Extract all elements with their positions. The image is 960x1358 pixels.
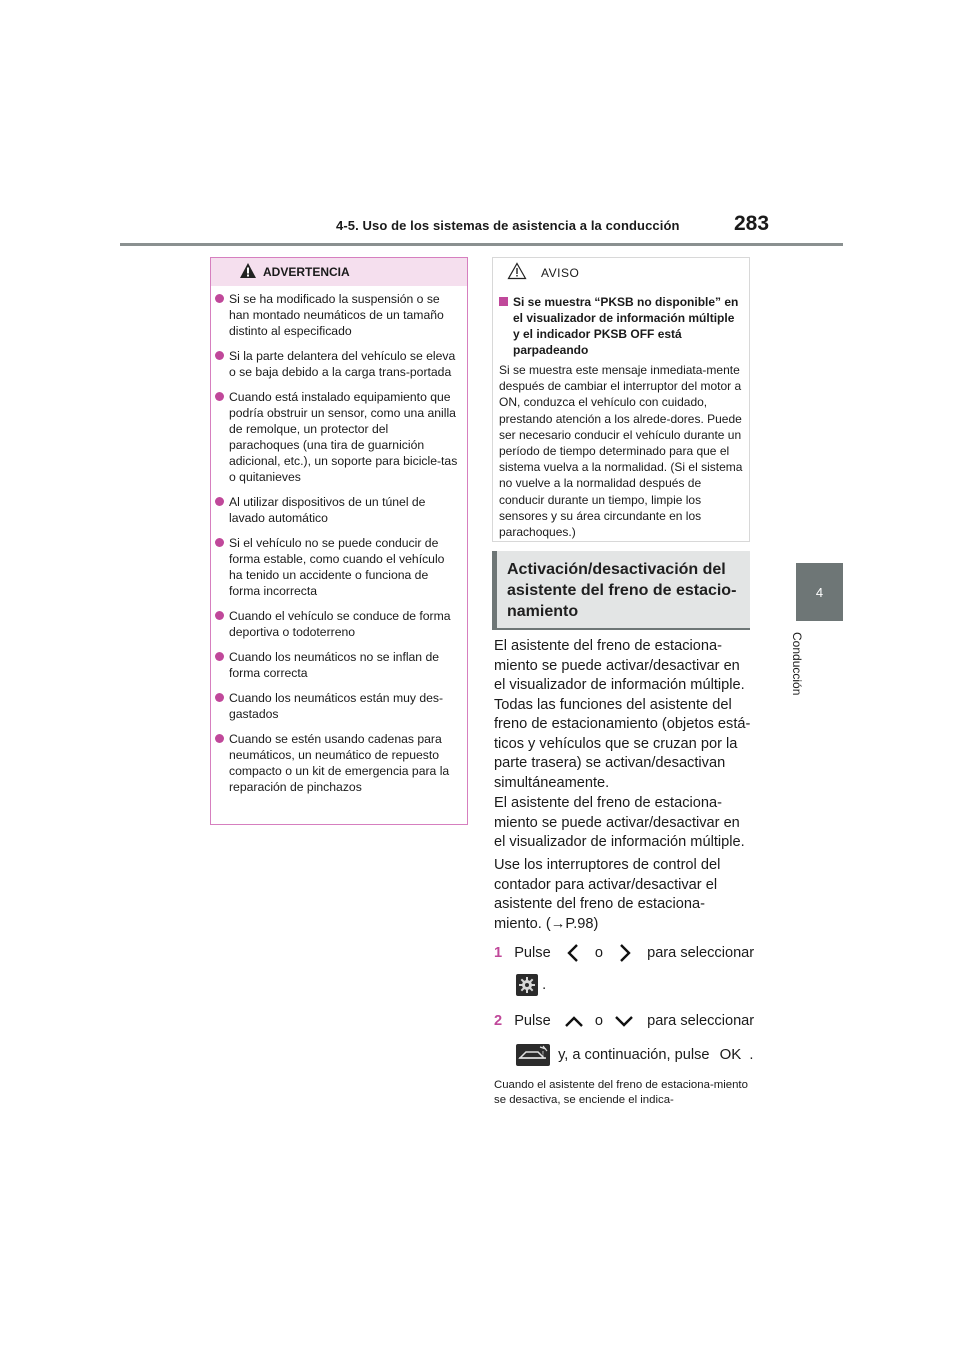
warning-item: Al utilizar dispositivos de un túnel de lavado automático [211,494,467,526]
notice-box [492,257,750,542]
header-divider [120,243,843,246]
step-text: . [542,976,547,993]
bullet-icon [215,351,224,360]
step-text: y, a continuación, pulse [558,1046,710,1063]
notice-title: AVISO [541,266,580,280]
svg-text:!: ! [542,1051,544,1058]
warning-item: Cuando los neumáticos están muy des-gastados [211,690,467,722]
car-sensor-icon [516,1044,550,1066]
chapter-label: Conducción [790,632,804,696]
bullet-icon [215,652,224,661]
chevron-up-icon [563,1013,585,1029]
section-heading-rule [492,628,750,630]
bullet-icon [215,611,224,620]
body-paragraph: El asistente del freno de estaciona-miento se puede activar/desactivar en el visualizador de información múltiple. Todas las funciones del asistente del freno de estacionamiento (objetos está-ticos y vehículos que se cruzan por la parte trasera) se activan/desactivan simultáneamente. [494,638,751,791]
bullet-icon [215,294,224,303]
notice-body: Si se muestra este mensaje inmediata-mente después de cambiar el interruptor del motor a ON, conduzca el vehículo con cuidado, prestando atención a los alrede-dores. Puede ser necesario conducir el vehículo durante un período de tiempo determinado para que el sistema vuelva a la normalidad. (Si el sistema no vuelve a la normalidad después de conducir durante un tiempo, limpie los sensores y su área circundante en los parachoques.) [499,363,743,540]
footnote-text: Cuando el asistente del freno de estaciona-miento se desactiva, se enciende el indica- [494,1079,748,1106]
section-heading: Activación/desactivación del asistente del freno de estacio-namiento [507,561,737,620]
ok-button-label: OK [719,1045,742,1063]
bullet-icon [215,734,224,743]
warning-list [211,291,467,804]
warning-box [210,257,468,825]
warning-title: ADVERTENCIA [263,265,350,279]
notice-header [493,258,749,286]
notice-subtitle-block [499,294,743,358]
warning-header [211,258,467,286]
step-text: para seleccionar [647,1013,755,1029]
section-heading-box [492,551,750,628]
warning-item: Cuando se estén usando cadenas para neumáticos, un neumático de repuesto compacto o un kit de emergencia para la reparación de pinchazos [211,731,467,795]
step-2 [494,1012,754,1032]
step-number: 2 [494,1013,503,1029]
bullet-icon [215,538,224,547]
step-number: 1 [494,944,503,961]
step-1 [494,943,754,963]
step-text: Pulse [514,1013,551,1029]
chapter-label-container [790,632,808,702]
step-text: o [594,944,603,961]
gear-icon [516,974,538,996]
warning-item: Si se ha modificado la suspensión o se han montado neumáticos de un tamaño distinto al especificado [211,291,467,339]
square-bullet-icon [499,297,508,306]
warning-triangle-icon [239,262,257,279]
bullet-icon [215,497,224,506]
chevron-left-icon [563,943,585,963]
warning-item: Cuando está instalado equipamiento que podría obstruir un sensor, como una anilla de remolque, un protector del parachoques (una tira de guarnición adicional, etc.), un soporte para bicicle-tas o quitanieves [211,389,467,485]
step-text: Pulse [514,944,551,961]
bullet-icon [215,693,224,702]
warning-item: Si el vehículo no se puede conducir de forma estable, como cuando el vehículo ha tenido un accidente o funciona de forma incorrecta [211,535,467,599]
body-paragraph: Use los interruptores de control del contador para activar/desactivar el asistente del freno de estaciona-miento. (→P.98) [494,857,721,932]
step-text: o [594,1013,603,1029]
step-1-icon-line [516,974,546,996]
chapter-number: 4 [815,584,824,600]
step-text: . [749,1046,754,1063]
step-text: para seleccionar [647,944,755,961]
notice-subtitle: Si se muestra “PKSB no disponible” en el visualizador de información múltiple y el indicador PKSB OFF está parpadeando [513,295,739,357]
warning-item: Si la parte delantera del vehículo se eleva o se baja debido a la carga trans-portada [211,348,467,380]
warning-item: Cuando el vehículo se conduce de forma deportiva o todoterreno [211,608,467,640]
page-number: 283 [734,212,770,235]
caution-outline-triangle-icon [507,262,527,280]
body-paragraph: El asistente del freno de estaciona-miento se puede activar/desactivar en el visualizador de información múltiple. [494,795,745,850]
chevron-down-icon [613,1013,635,1029]
section-header-title: 4-5. Uso de los sistemas de asistencia a la conducción [336,218,680,233]
chapter-tab [796,563,843,621]
step-2-icon-line [516,1044,753,1066]
chevron-right-icon [613,943,635,963]
bullet-icon [215,392,224,401]
warning-item: Cuando los neumáticos no se inflan de forma correcta [211,649,467,681]
